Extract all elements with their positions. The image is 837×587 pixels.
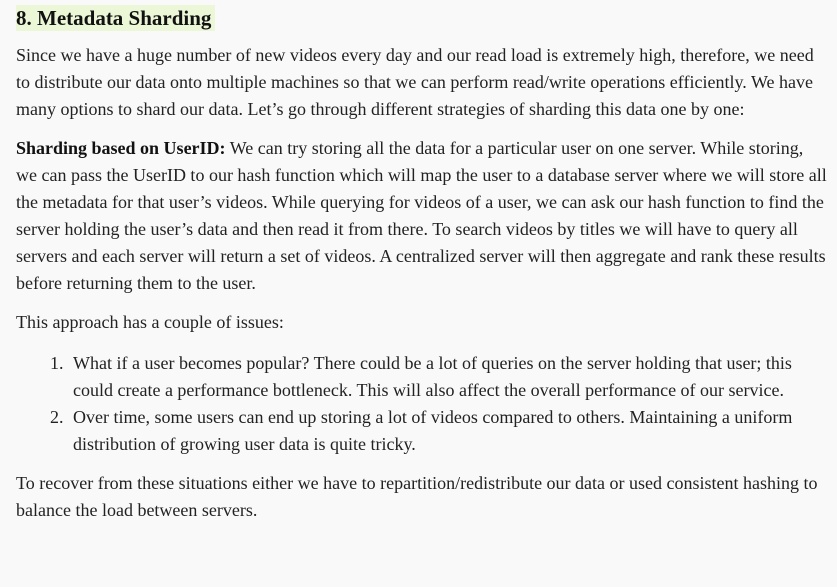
issue-text: What if a user becomes popular? There could be a lot of queries on the server holding that user; this could create a performance bottleneck. This will also affect the overall performance of our service. (73, 353, 792, 400)
issue-item (16, 350, 827, 404)
issues-list (16, 350, 827, 458)
userid-sharding-paragraph (16, 135, 827, 297)
intro-paragraph: Since we have a huge number of new videos every day and our read load is extremely high, therefore, we need to distribute our data onto multiple machines so that we can perform read/write operations efficiently. We have many options to shard our data. Let’s go through different strategies of sharding this data one by one: (16, 45, 814, 119)
issue-number: 2. (50, 407, 64, 427)
issue-number: 1. (50, 353, 64, 373)
userid-sharding-text: We can try storing all the data for a particular user on one server. While storing, we can pass the UserID to our hash function which will map the user to a database server where we will store all the metadata for that user’s videos. While querying for videos of a user, we can ask our hash function to find the server holding the user’s data and then read it from there. To search videos by titles we will have to query all servers and each server will return a set of videos. A centralized server will then aggregate and rank these results before returning them to the user. (16, 138, 827, 293)
section-heading: 8. Metadata Sharding (16, 5, 215, 31)
issue-item (16, 404, 827, 458)
conclusion-paragraph: To recover from these situations either we have to repartition/redistribute our data or used consistent hashing to balance the load between servers. (16, 473, 818, 520)
issues-intro-paragraph: This approach has a couple of issues: (16, 312, 284, 332)
userid-sharding-label: Sharding based on UserID: (16, 138, 226, 158)
issue-text: Over time, some users can end up storing a lot of videos compared to others. Maintaining a uniform distribution of growing user data is quite tricky. (73, 407, 793, 454)
